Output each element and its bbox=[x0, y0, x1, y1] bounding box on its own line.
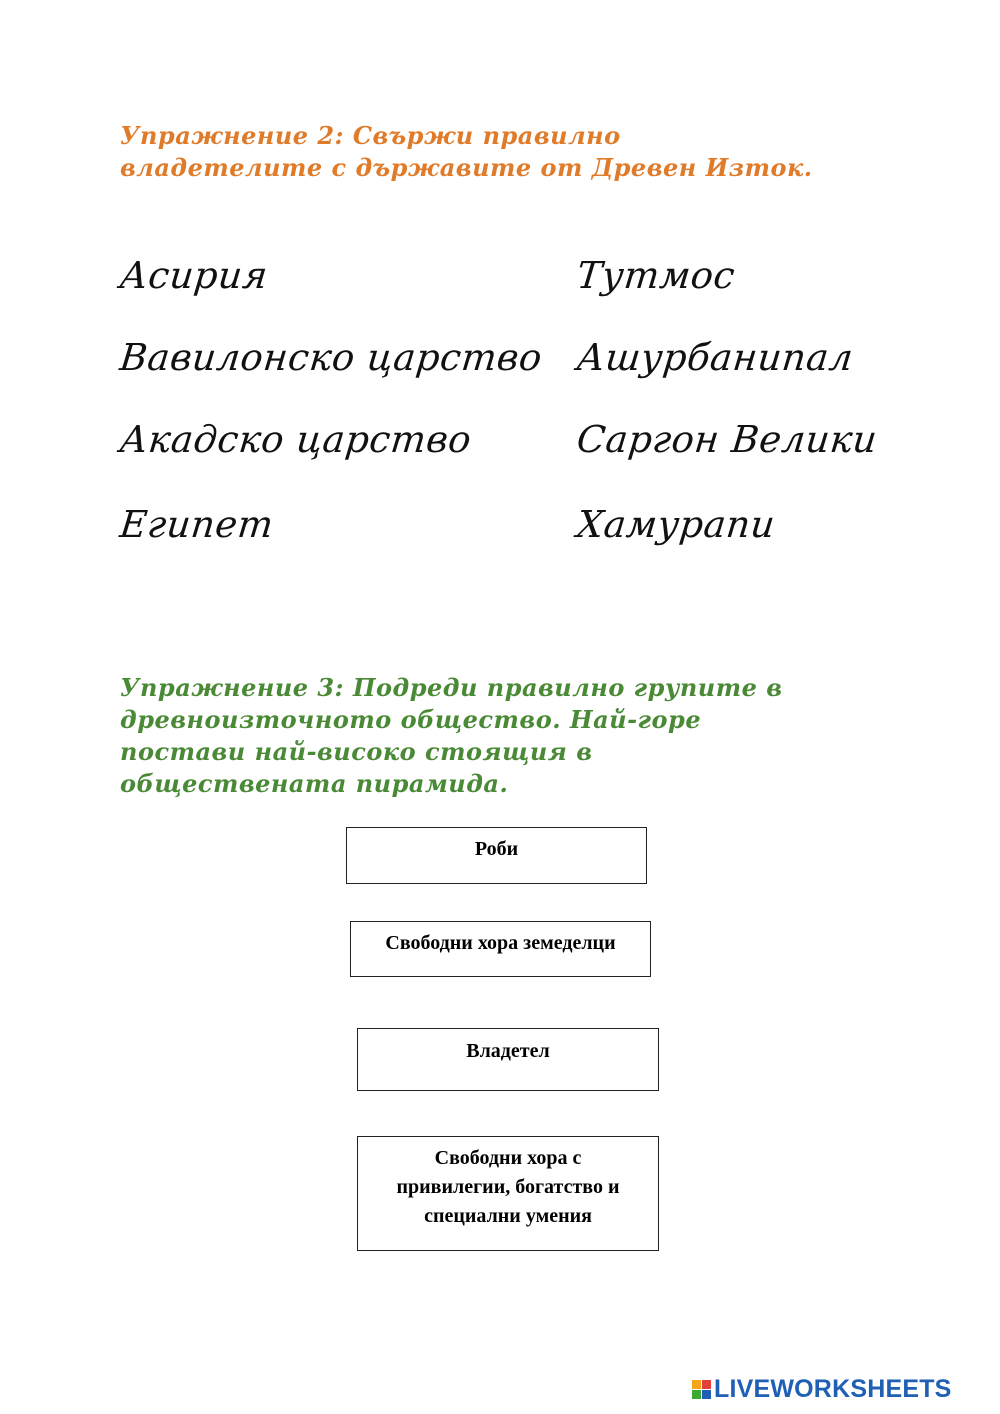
group-box-label-line-1: Свободни хора с bbox=[434, 1147, 582, 1169]
group-box-label: Роби bbox=[474, 838, 519, 860]
liveworksheets-logo bbox=[692, 1374, 952, 1404]
ruler-item-ashurbanipal[interactable]: Ашурбанипал bbox=[574, 336, 856, 379]
logo-text: LIVEWORKSHEETS bbox=[714, 1374, 952, 1403]
state-item-babylon[interactable]: Вавилонско царство bbox=[117, 336, 545, 379]
logo-square bbox=[702, 1390, 711, 1399]
logo-square bbox=[702, 1380, 711, 1389]
group-box-label-line-3: специални умения bbox=[424, 1205, 592, 1227]
state-item-asiria[interactable]: Асирия bbox=[117, 254, 270, 297]
exercise-2-title: Упражнение 2: Свържи правилно владетелите с държавите от Древен Изток. bbox=[120, 121, 813, 182]
group-box-free-farmers[interactable] bbox=[350, 921, 651, 977]
group-box-label-line-2: привилегии, богатство и bbox=[396, 1176, 620, 1198]
logo-square bbox=[692, 1380, 701, 1389]
group-box-label: Владетел bbox=[466, 1040, 550, 1062]
state-item-akkad[interactable]: Акадско царство bbox=[117, 418, 474, 461]
logo-square bbox=[692, 1390, 701, 1399]
group-box-label: Свободни хора земеделци bbox=[385, 932, 616, 954]
group-box-slaves[interactable] bbox=[346, 827, 647, 884]
group-box-privileged[interactable] bbox=[357, 1136, 659, 1251]
group-box-ruler[interactable] bbox=[357, 1028, 659, 1091]
ruler-item-thutmose[interactable]: Тутмос bbox=[574, 254, 738, 297]
liveworksheets-logo-icon bbox=[692, 1380, 711, 1399]
ruler-item-sargon[interactable]: Саргон Велики bbox=[574, 418, 880, 461]
exercise-3-title: Упражнение 3: Подреди правилно групите в древноизточното общество. Най-горе постави най-високо стоящия в обществената пирамида. bbox=[120, 673, 783, 798]
state-item-egypt[interactable]: Египет bbox=[117, 503, 276, 546]
ruler-item-hammurabi[interactable]: Хамурапи bbox=[574, 503, 778, 546]
